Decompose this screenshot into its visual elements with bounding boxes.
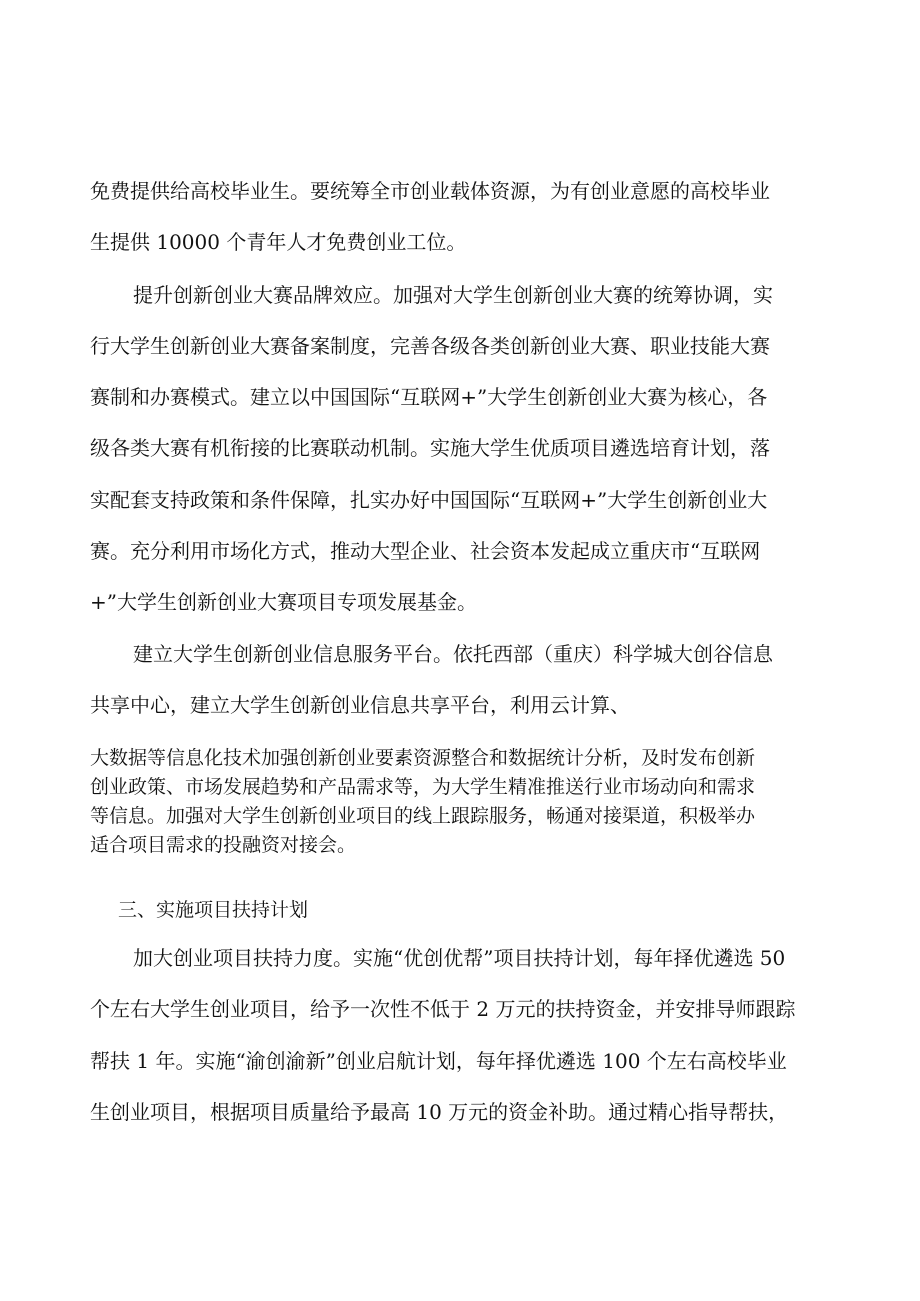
paragraph-line: 生提供 10000 个青年人才免费创业工位。: [90, 230, 467, 254]
paragraph-line: 大数据等信息化技术加强创新创业要素资源整合和数据统计分析，及时发布创新: [90, 747, 756, 769]
paragraph-line: +”大学生创新创业大赛项目专项发展基金。: [90, 590, 477, 614]
paragraph-line: 提升创新创业大赛品牌效应。加强对大学生创新创业大赛的统筹协调，实: [133, 283, 773, 307]
section-heading: 三、实施项目扶持计划: [118, 899, 309, 921]
paragraph-line: 共享中心，建立大学生创新创业信息共享平台，利用云计算、: [90, 693, 630, 717]
paragraph-line: 实配套支持政策和条件保障，扎实办好中国国际“互联网+”大学生创新创业大: [90, 488, 768, 512]
paragraph-line: 级各类大赛有机衔接的比赛联动机制。实施大学生优质项目遴选培育计划，落: [90, 436, 770, 460]
paragraph-line: 建立大学生创新创业信息服务平台。依托西部（重庆）科学城大创谷信息: [133, 642, 773, 666]
paragraph-line: 创业政策、市场发展趋势和产品需求等，为大学生精准推送行业市场动向和需求: [90, 776, 756, 798]
paragraph-line: 赛制和办赛模式。建立以中国国际“互联网+”大学生创新创业大赛为核心，各: [90, 385, 768, 409]
paragraph-line: 免费提供给高校毕业生。要统筹全市创业载体资源，为有创业意愿的高校毕业: [90, 179, 770, 203]
paragraph-line: 生创业项目，根据项目质量给予最高 10 万元的资金补助。通过精心指导帮扶，: [90, 1100, 789, 1124]
paragraph-line: 等信息。加强对大学生创新创业项目的线上跟踪服务，畅通对接渠道，积极举办: [90, 805, 756, 827]
paragraph-line: 加大创业项目扶持力度。实施“优创优帮”项目扶持计划，每年择优遴选 50: [133, 946, 786, 970]
paragraph-line: 帮扶 1 年。实施“渝创渝新”创业启航计划，每年择优遴选 100 个左右高校毕业: [90, 1049, 787, 1073]
paragraph-line: 赛。充分利用市场化方式，推动大型企业、社会资本发起成立重庆市“互联网: [90, 539, 761, 563]
paragraph-line: 行大学生创新创业大赛备案制度，完善各级各类创新创业大赛、职业技能大赛: [90, 334, 770, 358]
paragraph-line: 个左右大学生创业项目，给予一次性不低于 2 万元的扶持资金，并安排导师跟踪: [90, 997, 796, 1021]
paragraph-line: 适合项目需求的投融资对接会。: [90, 834, 357, 856]
